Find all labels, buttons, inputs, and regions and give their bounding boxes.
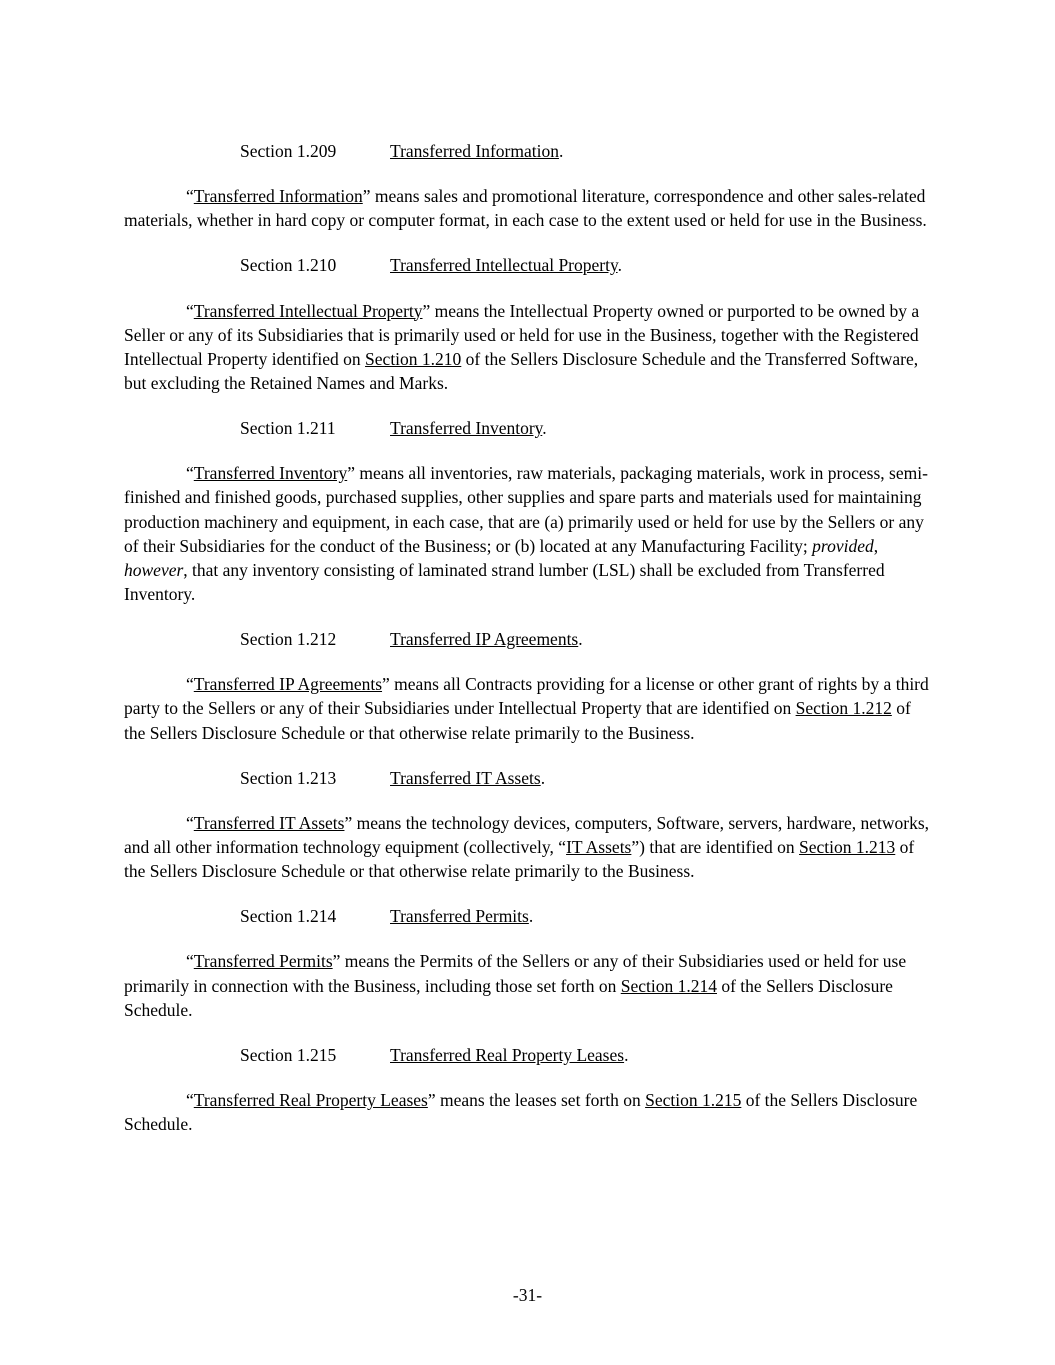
section-heading bbox=[124, 627, 930, 651]
section-heading bbox=[124, 253, 930, 277]
section-heading bbox=[124, 904, 930, 928]
defined-term: Transferred Intellectual Property bbox=[193, 300, 423, 321]
text-run: ” means the Intellectual Property owned or purported to be owned by a Seller or any of its Subsidiaries that is primarily used or held for use in the Business, together with the Registered Intellectual Property identified on bbox=[124, 300, 920, 369]
section-title bbox=[390, 255, 622, 275]
text-run: however bbox=[124, 559, 184, 580]
document-section bbox=[124, 1043, 930, 1136]
section-title-suffix: . bbox=[528, 906, 534, 927]
section-title-suffix: . bbox=[542, 418, 547, 439]
section-heading bbox=[124, 1043, 930, 1067]
section-number: Section 1.209 bbox=[240, 141, 337, 161]
section-title-text: Transferred IT Assets bbox=[390, 767, 541, 788]
section-title-text: Transferred Permits bbox=[390, 906, 529, 927]
section-number: Section 1.210 bbox=[240, 255, 337, 276]
section-number: Section 1.211 bbox=[240, 418, 336, 439]
text-run: of the Sellers Disclosure Schedule. bbox=[124, 975, 893, 1020]
text-run: ” means the Permits of the Sellers or any of their Subsidiaries used or held for use primarily in connection with the Business, including those set forth on bbox=[124, 951, 907, 996]
defined-term: Transferred Information bbox=[193, 186, 363, 207]
text-run: of the Sellers Disclosure Schedule. bbox=[124, 1089, 918, 1135]
paragraph bbox=[124, 299, 930, 396]
text-run: of the Sellers Disclosure Schedule or that otherwise relate primarily to the Business. bbox=[124, 698, 911, 743]
document-section bbox=[124, 253, 930, 395]
defined-term: Transferred IP Agreements bbox=[193, 674, 383, 695]
text-run: ” means sales and promotional literature, correspondence and other sales-related materials, whether in hard copy or computer format, in each case to the extent used or held for use in the Business. bbox=[124, 186, 927, 231]
section-title-text: Transferred Information bbox=[390, 141, 559, 161]
defined-term: IT Assets bbox=[566, 836, 632, 857]
text-run: ”) that are identified on bbox=[631, 836, 800, 857]
section-title bbox=[390, 629, 583, 649]
section-title-text: Transferred Intellectual Property bbox=[390, 255, 618, 276]
defined-term: Transferred Real Property Leases bbox=[193, 1089, 428, 1110]
section-number: Section 1.215 bbox=[240, 1044, 337, 1065]
text-run: , bbox=[873, 535, 879, 556]
text-run: “ bbox=[186, 300, 194, 321]
text-run: “ bbox=[186, 812, 194, 833]
section-title bbox=[390, 906, 533, 926]
section-title-suffix: . bbox=[558, 141, 564, 161]
section-heading bbox=[124, 139, 930, 163]
text-run: “ bbox=[186, 463, 194, 484]
section-heading bbox=[124, 766, 930, 790]
paragraph bbox=[124, 811, 930, 883]
defined-term: Section 1.212 bbox=[795, 698, 892, 719]
text-run: ” means all inventories, raw materials, packaging materials, work in process, semi-finished and finished goods, purchased supplies, other supplies and spare parts and materials used for maintaining production machinery and equipment, in each case, that are (a) primarily used or held for use by the Sellers or any of their Subsidiaries for the conduct of the Business; or (b) located at any Manufacturing Facility; bbox=[124, 463, 928, 556]
defined-term: Section 1.213 bbox=[799, 836, 896, 857]
section-number: Section 1.214 bbox=[240, 906, 337, 927]
section-number: Section 1.212 bbox=[240, 629, 337, 650]
section-title-text: Transferred IP Agreements bbox=[390, 629, 579, 650]
document-section bbox=[124, 627, 930, 745]
text-run: “ bbox=[186, 186, 194, 207]
section-title-text: Transferred Inventory bbox=[390, 418, 543, 439]
defined-term: Section 1.210 bbox=[365, 348, 462, 369]
section-title bbox=[390, 418, 547, 438]
text-run: ” means all Contracts providing for a license or other grant of rights by a third party to the Sellers or any of their Subsidiaries under Intellectual Property that are identified on bbox=[124, 674, 929, 719]
text-run: , that any inventory consisting of laminated strand lumber (LSL) shall be excluded from Transferred Inventory. bbox=[124, 559, 885, 604]
document-body bbox=[124, 139, 930, 1136]
paragraph bbox=[124, 672, 930, 744]
defined-term: Transferred IT Assets bbox=[193, 812, 345, 833]
text-run: “ bbox=[186, 951, 194, 972]
defined-term: Transferred Inventory bbox=[193, 463, 348, 484]
section-title-suffix: . bbox=[624, 1044, 629, 1065]
page-number: -31- bbox=[512, 1284, 543, 1305]
paragraph bbox=[124, 949, 930, 1021]
section-title-suffix: . bbox=[617, 255, 622, 276]
section-title bbox=[390, 1045, 628, 1065]
text-run: provided bbox=[812, 535, 874, 556]
section-title bbox=[390, 768, 545, 788]
section-number: Section 1.213 bbox=[240, 767, 337, 788]
text-run: ” means the leases set forth on bbox=[427, 1089, 646, 1110]
document-section bbox=[124, 139, 930, 232]
document-section bbox=[124, 766, 930, 884]
text-run: “ bbox=[186, 674, 194, 695]
defined-term: Transferred Permits bbox=[193, 951, 333, 972]
defined-term: Section 1.214 bbox=[620, 975, 717, 996]
text-run: of the Sellers Disclosure Schedule and the Transferred Software, but excluding the Retained Names and Marks. bbox=[124, 348, 919, 393]
paragraph bbox=[124, 184, 930, 232]
section-title-suffix: . bbox=[540, 767, 546, 788]
section-title bbox=[390, 141, 563, 161]
document-section bbox=[124, 416, 930, 606]
text-run: ” means the technology devices, computers, Software, servers, hardware, networks, and all other information technology equipment (collectively, “ bbox=[124, 812, 930, 857]
text-run: “ bbox=[186, 1089, 194, 1110]
section-heading bbox=[124, 416, 930, 440]
text-run: of the Sellers Disclosure Schedule or that otherwise relate primarily to the Business. bbox=[124, 836, 915, 882]
paragraph bbox=[124, 461, 930, 606]
section-title-suffix: . bbox=[578, 629, 583, 650]
paragraph bbox=[124, 1088, 930, 1136]
defined-term: Section 1.215 bbox=[645, 1089, 742, 1110]
document-section bbox=[124, 904, 930, 1022]
section-title-text: Transferred Real Property Leases bbox=[390, 1044, 625, 1065]
